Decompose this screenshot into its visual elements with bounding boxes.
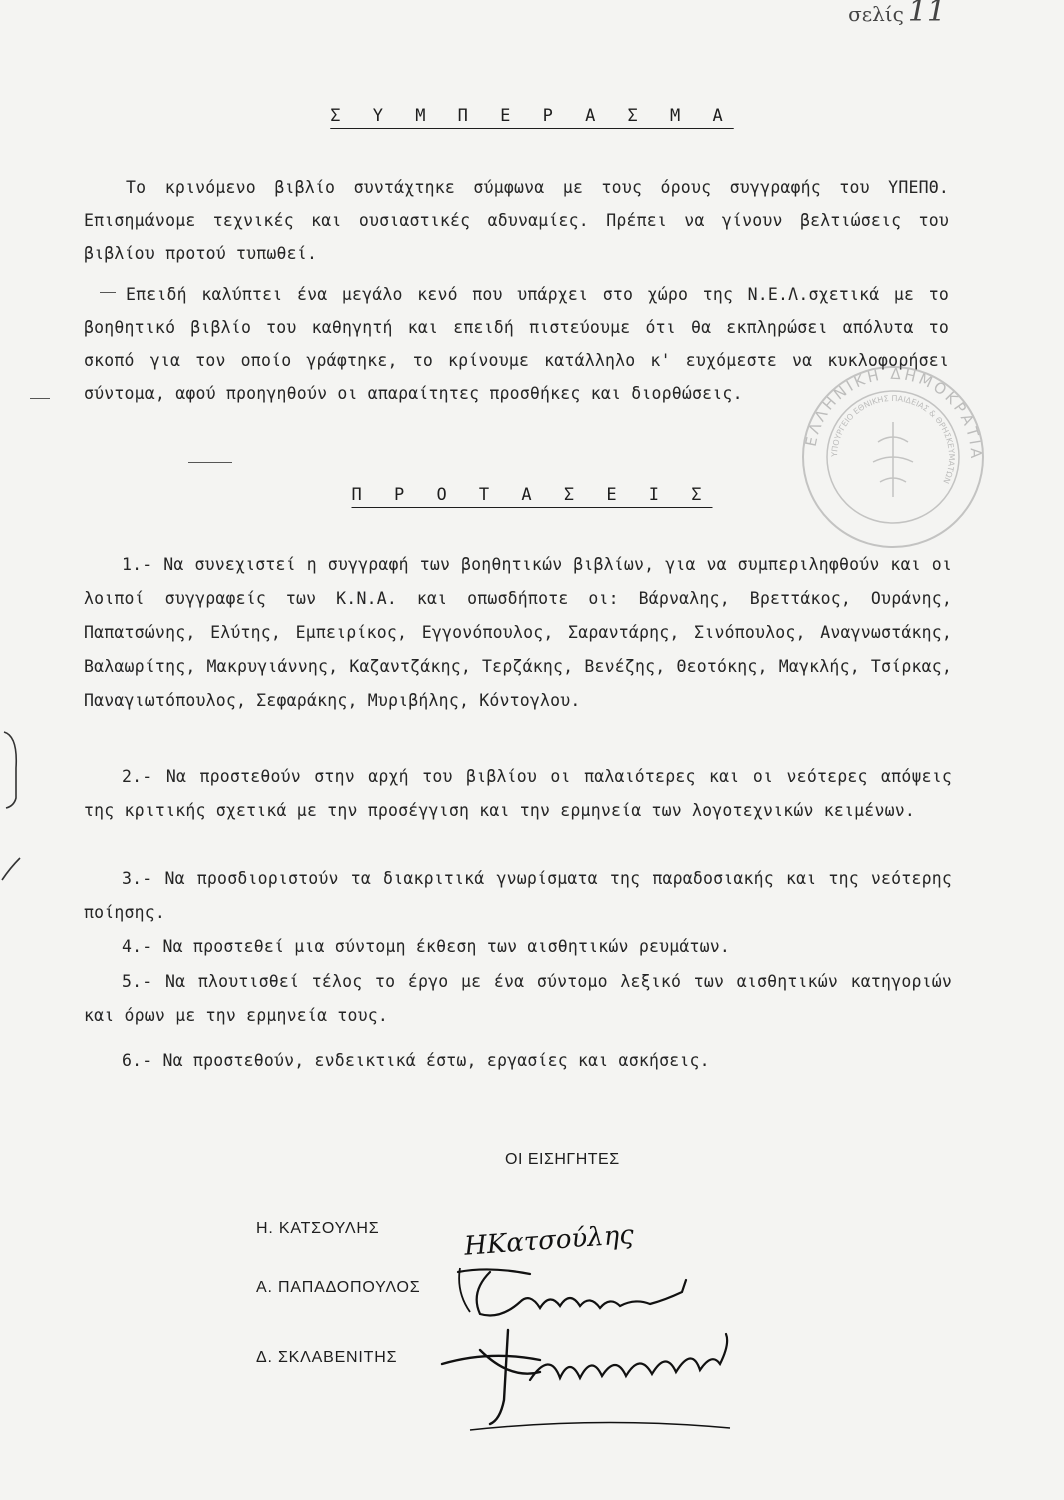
proposals-heading-text: Π Ρ Ο Τ Α Σ Ε Ι Σ (351, 485, 713, 505)
conclusion-paragraph-2: Επειδή καλύπτει ένα μεγάλο κενό που υπάρχει στο χώρο της Ν.Ε.Λ.σχετικά με το βοηθητικό βιβλίο του καθηγητή και επειδή πιστεύουμε ότι θα εκπληρώσει απόλυτα το σκοπό για τον οποίο γράφτηκε, το κρίνουμε κατάλληλο κ' ευχόμεστε να κυκλοφορήσει σύντομα, αφού προηγηθούν οι απαραίτητες προσθήκες και διορθώσεις. (84, 285, 949, 403)
conclusion-paragraph-1: Το κρινόμενο βιβλίο συντάχτηκε σύμφωνα με τους όρους συγγραφής του ΥΠΕΠΘ. Επισημάνομε τεχνικές και ουσιαστικές αδυναμίες. Πρέπει να γίνουν βελτιώσεις του βιβλίου προτού τυπωθεί. (84, 178, 949, 263)
stamp-outer-text: ΕΛΛΗΝΙΚΗ ΔΗΜΟΚΡΑΤΙΑ (801, 364, 986, 462)
conclusion-heading-text: Σ Υ Μ Π Ε Ρ Α Σ Μ Α (330, 106, 734, 126)
margin-dash (30, 398, 50, 399)
rapporteurs-heading: ΟΙ ΕΙΣΗΓΗΤΕΣ (505, 1151, 620, 1168)
proposal-item-5: 5.- Να πλουτισθεί τέλος το έργο με ένα σύντομο λεξικό των αισθητικών κατηγοριών και όρων με την ερμηνεία τους. (84, 972, 952, 1025)
margin-bracket-mark (0, 728, 22, 888)
signer-name-3: Δ. ΣΚΛΑΒΕΝΙΤΗΣ (256, 1349, 398, 1366)
stamp-inner-text: ΥΠΟΥΡΓΕΙΟ ΕΘΝΙΚΗΣ ΠΑΙΔΕΙΑΣ & ΘΡΗΣΚΕΥΜΑΤΩΝ (829, 393, 957, 485)
page-number (848, 0, 946, 29)
official-stamp (798, 362, 988, 552)
page-number-label: σελίς (848, 2, 904, 26)
proposal-item-4: 4.- Να προστεθεί μια σύντομη έκθεση των αισθητικών ρευμάτων. (122, 937, 731, 956)
proposal-item-2: 2.- Να προστεθούν στην αρχή του βιβλίου οι παλαιότερες και οι νεότερες απόψεις της κριτικής σχετικά με την προσέγγιση και την ερμηνεία των λογοτεχνικών κειμένων. (84, 767, 952, 820)
conclusion-heading (0, 106, 1064, 126)
signature-1 (462, 1210, 635, 1270)
separator-dash (188, 462, 232, 463)
margin-dash (100, 292, 116, 293)
page-number-value: 11 (907, 0, 946, 29)
signature-1-text: ΗΚατσούλης (463, 1219, 635, 1262)
signer-name-1: Η. ΚΑΤΣΟΥΛΗΣ (256, 1220, 380, 1237)
proposal-item-1: 1.- Να συνεχιστεί η συγγραφή των βοηθητικών βιβλίων, για να συμπεριληφθούν και οι λοιποί συγγραφείς των Κ.Ν.Α. και οπωσδήποτε οι: Βάρναλης, Βρεττάκος, Ουράνης, Παπατσώνης, Ελύτης, Εμπειρίκος, Εγγονόπουλος, Σαραντάρης, Σινόπουλος, Αναγνωστάκης, Βαλαωρίτης, Μακρυγιάννης, Καζαντζάκης, Τερζάκης, Βενέζης, Θεοτόκης, Μαγκλής, Τσίρκας, Παναγιωτόπουλος, Σεφαράκης, Μυριβήλης, Κόντογλου. (84, 555, 952, 710)
signature-3 (430, 1320, 760, 1440)
signer-name-2: Α. ΠΑΠΑΔΟΠΟΥΛΟΣ (256, 1279, 421, 1296)
proposal-item-3: 3.- Να προσδιοριστούν τα διακριτικά γνωρίσματα της παραδοσιακής και της νεότερης ποίησης. (84, 869, 952, 922)
proposal-item-6: 6.- Να προστεθούν, ενδεικτικά έστω, εργασίες και ασκήσεις. (122, 1051, 710, 1070)
